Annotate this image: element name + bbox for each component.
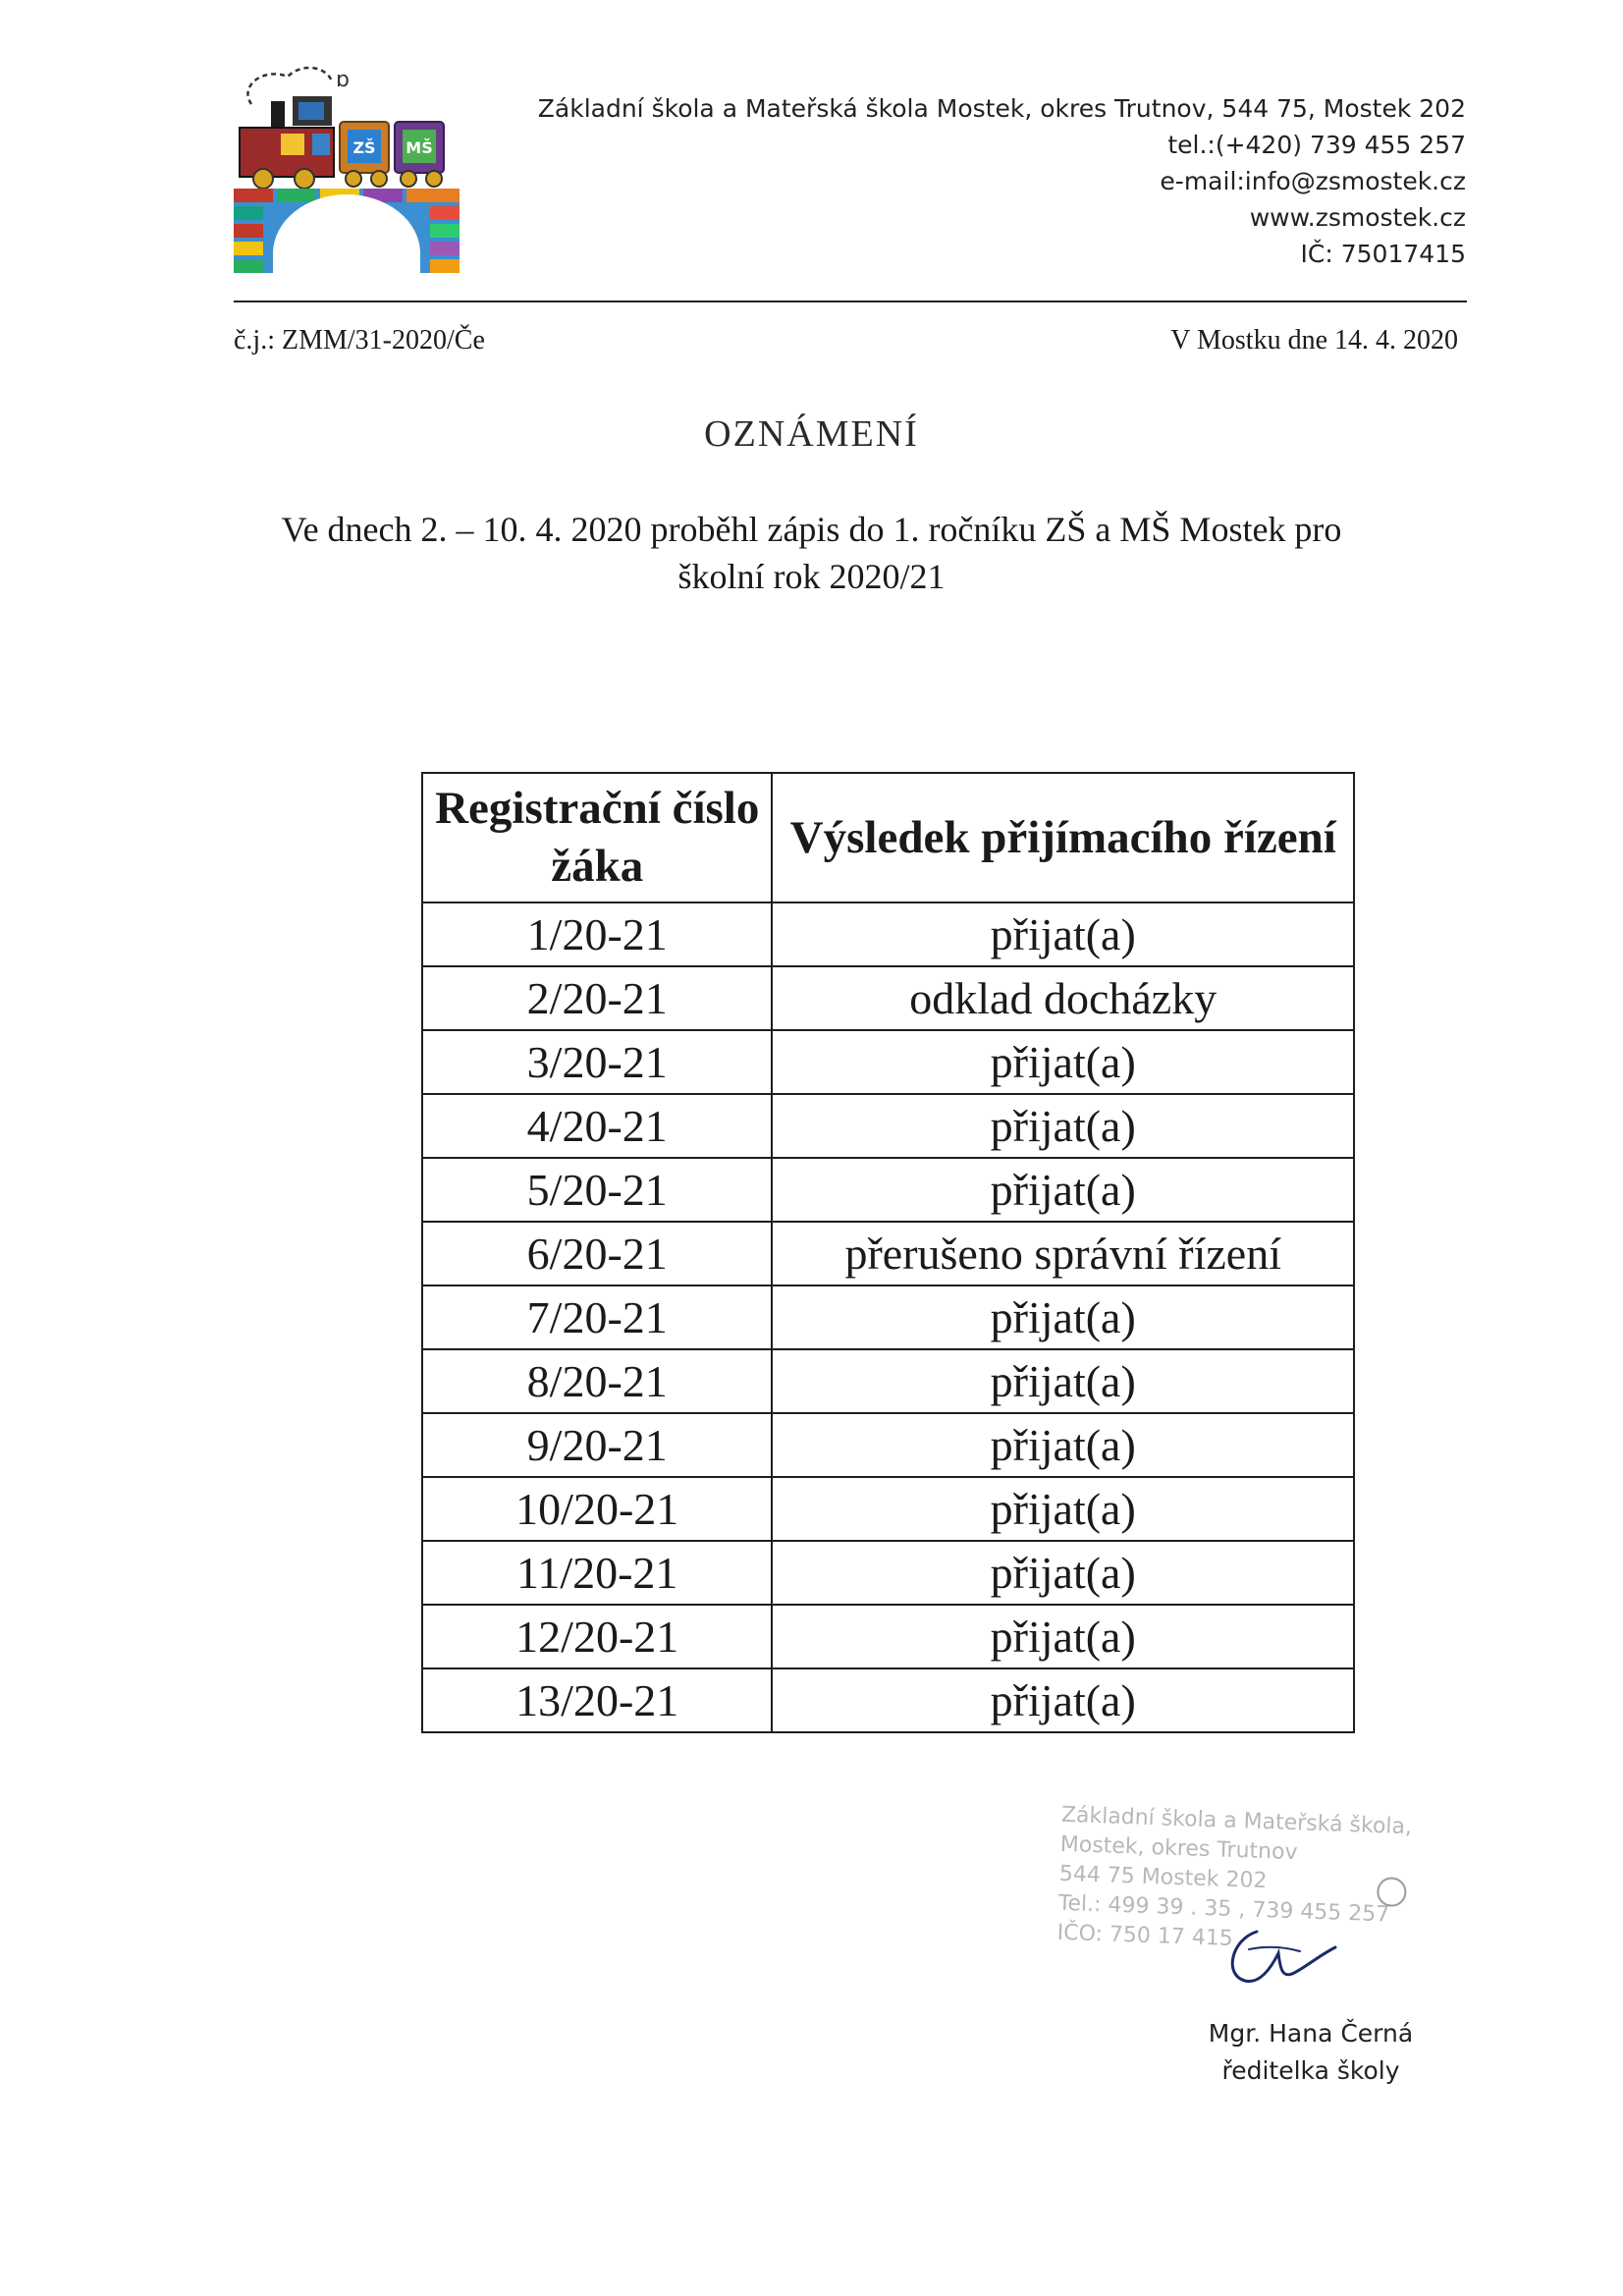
- table-row: [422, 1158, 1354, 1222]
- signatory-name: Mgr. Hana Černá: [1208, 2019, 1414, 2048]
- admission-result: přerušeno správní řízení: [772, 1222, 1354, 1285]
- registration-number: 8/20-21: [422, 1349, 772, 1413]
- school-email: e-mail:info@zsmostek.cz: [1160, 167, 1466, 195]
- table-row: [422, 1285, 1354, 1349]
- registration-number: 9/20-21: [422, 1413, 772, 1477]
- admission-result: přijat(a): [772, 1541, 1354, 1605]
- admission-result: přijat(a): [772, 1477, 1354, 1541]
- reference-number: č.j.: ZMM/31-2020/Če: [234, 325, 485, 355]
- registration-number: 7/20-21: [422, 1285, 772, 1349]
- admission-results-table: [421, 772, 1355, 1733]
- school-website: www.zsmostek.cz: [1249, 203, 1466, 232]
- stamp-line-2: Mostek, okres Trutnov: [1059, 1831, 1298, 1866]
- table-row: [422, 1541, 1354, 1605]
- registration-number: 3/20-21: [422, 1030, 772, 1094]
- registration-number: 11/20-21: [422, 1541, 772, 1605]
- stamp-line-3: 544 75 Mostek 202: [1058, 1861, 1268, 1894]
- stamp-line-4: Tel.: 499 39 . 35 , 739 455 257: [1057, 1890, 1390, 1928]
- admission-result: přijat(a): [772, 1158, 1354, 1222]
- logo-badge-ms: MŠ: [406, 138, 433, 157]
- header-admission-result: Výsledek přijímacího řízení: [772, 773, 1354, 902]
- admission-result: přijat(a): [772, 1413, 1354, 1477]
- table-row: [422, 1668, 1354, 1732]
- intro-paragraph: [0, 506, 1623, 600]
- admission-result: přijat(a): [772, 1094, 1354, 1158]
- school-ico: IČ: 75017415: [1300, 240, 1466, 268]
- registration-number: 12/20-21: [422, 1605, 772, 1668]
- intro-line-2: školní rok 2020/21: [677, 557, 946, 596]
- table-row: [422, 1413, 1354, 1477]
- header-registration-number: Registrační číslo žáka: [422, 773, 772, 902]
- admission-result: přijat(a): [772, 1285, 1354, 1349]
- table-row: [422, 966, 1354, 1030]
- admission-result: přijat(a): [772, 902, 1354, 966]
- admission-result: přijat(a): [772, 1030, 1354, 1094]
- admission-result: přijat(a): [772, 1668, 1354, 1732]
- stamp-line-1: Základní škola a Mateřská škola,: [1060, 1802, 1413, 1840]
- admission-result: odklad docházky: [772, 966, 1354, 1030]
- registration-number: 10/20-21: [422, 1477, 772, 1541]
- signatory-block: [1193, 2015, 1429, 2090]
- table-row: [422, 1094, 1354, 1158]
- intro-line-1: Ve dnech 2. – 10. 4. 2020 proběhl zápis do 1. ročníku ZŠ a MŠ Mostek pro: [281, 510, 1342, 549]
- header-divider: [234, 301, 1467, 302]
- table-row: [422, 1477, 1354, 1541]
- table-row: [422, 1030, 1354, 1094]
- table-row: [422, 1605, 1354, 1668]
- signatory-role: ředitelka školy: [1221, 2056, 1400, 2085]
- school-contact-block: [538, 90, 1466, 272]
- table-row: [422, 1222, 1354, 1285]
- registration-number: 4/20-21: [422, 1094, 772, 1158]
- admission-result: přijat(a): [772, 1605, 1354, 1668]
- registration-number: 13/20-21: [422, 1668, 772, 1732]
- registration-number: 1/20-21: [422, 902, 772, 966]
- registration-number: 6/20-21: [422, 1222, 772, 1285]
- document-date: V Mostku dne 14. 4. 2020: [1170, 325, 1458, 355]
- table-row: [422, 902, 1354, 966]
- school-name-address: Základní škola a Mateřská škola Mostek, okres Trutnov, 544 75, Mostek 202: [537, 94, 1466, 123]
- admission-result: přijat(a): [772, 1349, 1354, 1413]
- svg-text:ɒ: ɒ: [336, 68, 350, 92]
- logo-badge-zs: ZŠ: [352, 138, 376, 157]
- table-row: [422, 1349, 1354, 1413]
- signature-icon: [1210, 1910, 1357, 1998]
- registration-number: 2/20-21: [422, 966, 772, 1030]
- school-phone: tel.:(+420) 739 455 257: [1167, 131, 1466, 159]
- table-header-row: [422, 773, 1354, 902]
- document-title: OZNÁMENÍ: [704, 413, 919, 455]
- school-logo: [234, 57, 460, 273]
- stamp-line-5: IČO: 750 17 415: [1056, 1920, 1234, 1951]
- registration-number: 5/20-21: [422, 1158, 772, 1222]
